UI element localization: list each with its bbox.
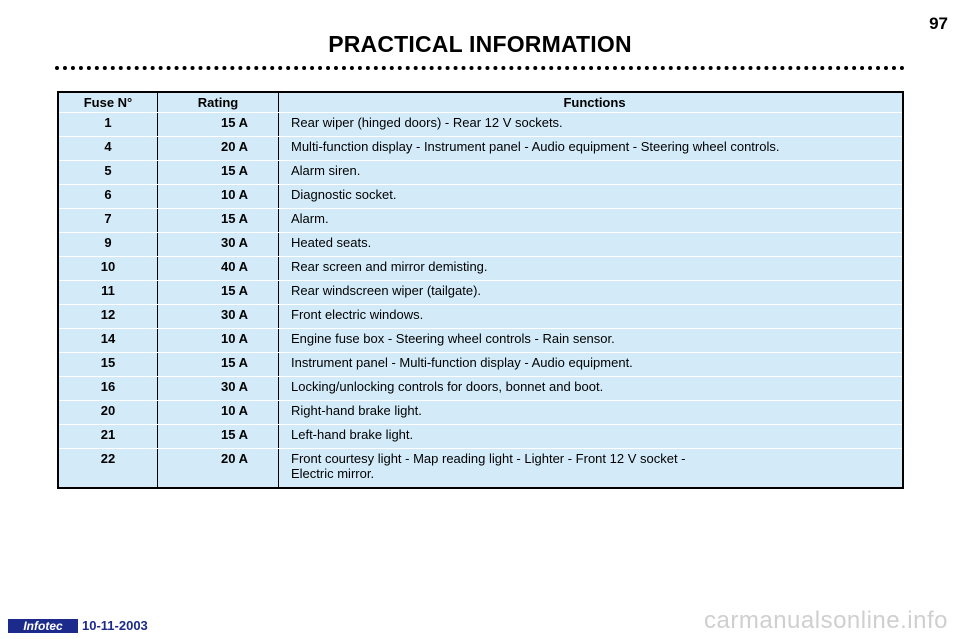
functions-cell-text: Rear windscreen wiper (tailgate).: [291, 283, 482, 298]
rating-cell: [158, 377, 279, 401]
table-row: [58, 425, 903, 449]
fuse-number-cell: [58, 449, 158, 489]
functions-cell: [279, 377, 904, 401]
functions-cell-text: Diagnostic socket.: [291, 187, 397, 202]
rating-cell: [158, 425, 279, 449]
functions-cell-text: Alarm.: [291, 211, 329, 226]
rating-cell-text: 15 A: [221, 355, 248, 370]
fuse-number-cell-text: 12: [100, 307, 116, 322]
header-fuse-number: Fuse N°: [58, 92, 158, 113]
rating-cell-text: 15 A: [221, 283, 248, 298]
rating-cell-text: 10 A: [221, 403, 248, 418]
fuse-number-cell-text: 15: [100, 355, 116, 370]
rating-cell: [158, 281, 279, 305]
functions-cell: [279, 425, 904, 449]
functions-cell: [279, 257, 904, 281]
table-row: [58, 137, 903, 161]
functions-cell: [279, 305, 904, 329]
rating-cell: [158, 209, 279, 233]
fuse-number-cell: [58, 185, 158, 209]
rating-cell: [158, 305, 279, 329]
rating-cell: [158, 353, 279, 377]
table-row: [58, 305, 903, 329]
table-row: [58, 353, 903, 377]
fuse-number-cell-text: 16: [100, 379, 116, 394]
rating-cell: [158, 401, 279, 425]
rating-cell-text: 15 A: [221, 115, 248, 130]
fuse-number-cell: [58, 113, 158, 137]
rating-cell: [158, 233, 279, 257]
header-functions: Functions: [279, 92, 904, 113]
header-rating: Rating: [158, 92, 279, 113]
table-row: [58, 161, 903, 185]
footer-date: 10-11-2003: [82, 618, 148, 633]
rating-cell: [158, 449, 279, 489]
functions-cell-text: Alarm siren.: [291, 163, 361, 178]
page-number: 97: [929, 14, 948, 33]
rating-cell-text: 15 A: [221, 163, 248, 178]
title-divider: [55, 66, 905, 70]
functions-cell-text: Front electric windows.: [291, 307, 424, 322]
table-row: [58, 449, 903, 489]
fuse-number-cell: [58, 329, 158, 353]
table-header-row: [58, 92, 903, 113]
fuse-number-cell-text: 11: [101, 283, 115, 298]
functions-cell-text: Heated seats.: [291, 235, 372, 250]
table-row: [58, 401, 903, 425]
functions-cell: [279, 161, 904, 185]
rating-cell-text: 10 A: [221, 187, 248, 202]
rating-cell: [158, 329, 279, 353]
table-row: [58, 257, 903, 281]
table-row: [58, 281, 903, 305]
rating-cell-text: 15 A: [221, 427, 248, 442]
rating-cell: [158, 113, 279, 137]
fuse-table: [57, 91, 904, 489]
rating-cell-text: 30 A: [221, 307, 248, 322]
fuse-number-cell: [58, 305, 158, 329]
functions-cell: [279, 209, 904, 233]
functions-cell-text: Rear screen and mirror demisting.: [291, 259, 488, 274]
fuse-number-cell: [58, 233, 158, 257]
table-row: [58, 233, 903, 257]
functions-cell: [279, 353, 904, 377]
functions-cell: [279, 113, 904, 137]
fuse-number-cell-text: 20: [100, 403, 116, 418]
fuse-number-cell: [58, 353, 158, 377]
functions-cell: [279, 281, 904, 305]
functions-cell-text: Front courtesy light - Map reading light - Lighter - Front 12 V socket -: [291, 451, 686, 466]
fuse-number-cell: [58, 209, 158, 233]
functions-cell-text: Instrument panel - Multi-function display - Audio equipment.: [291, 355, 633, 370]
rating-cell-text: 30 A: [221, 235, 248, 250]
rating-cell: [158, 161, 279, 185]
rating-cell: [158, 137, 279, 161]
fuse-number-cell-text: 5: [104, 163, 112, 178]
functions-cell-text: Right-hand brake light.: [291, 403, 422, 418]
rating-cell-text: 20 A: [221, 139, 248, 154]
table-row: [58, 209, 903, 233]
rating-cell-text: 20 A: [221, 451, 248, 466]
rating-cell-text: 10 A: [221, 331, 248, 346]
fuse-number-cell-text: 6: [104, 187, 112, 202]
functions-cell: [279, 449, 904, 489]
functions-cell-text: Locking/unlocking controls for doors, bonnet and boot.: [291, 379, 604, 394]
rating-cell-text: 40 A: [221, 259, 248, 274]
functions-cell: [279, 185, 904, 209]
functions-cell: [279, 329, 904, 353]
fuse-number-cell-text: 1: [104, 115, 112, 130]
functions-cell-text: Left-hand brake light.: [291, 427, 414, 442]
functions-cell-text: Rear wiper (hinged doors) - Rear 12 V sockets.: [291, 115, 563, 130]
fuse-number-cell: [58, 425, 158, 449]
fuse-number-cell-text: 10: [100, 259, 116, 274]
table-row: [58, 185, 903, 209]
fuse-number-cell: [58, 377, 158, 401]
functions-cell: [279, 233, 904, 257]
fuse-number-cell-text: 4: [104, 139, 112, 154]
functions-cell-text: Engine fuse box - Steering wheel controls - Rain sensor.: [291, 331, 615, 346]
watermark: carmanualsonline.info: [704, 607, 948, 634]
fuse-number-cell-text: 14: [100, 331, 116, 346]
fuse-number-cell-text: 9: [104, 235, 112, 250]
table-row: [58, 377, 903, 401]
rating-cell: [158, 257, 279, 281]
table-row: [58, 113, 903, 137]
functions-cell-text-line2: Electric mirror.: [291, 466, 375, 481]
rating-cell: [158, 185, 279, 209]
infotec-logo: Infotec: [8, 619, 78, 633]
fuse-number-cell: [58, 137, 158, 161]
rating-cell-text: 30 A: [221, 379, 248, 394]
fuse-number-cell: [58, 161, 158, 185]
fuse-number-cell-text: 21: [100, 427, 116, 442]
rating-cell-text: 15 A: [221, 211, 248, 226]
functions-cell: [279, 137, 904, 161]
table-row: [58, 329, 903, 353]
fuse-number-cell: [58, 281, 158, 305]
page-title: PRACTICAL INFORMATION: [328, 31, 632, 57]
fuse-number-cell: [58, 257, 158, 281]
functions-cell: [279, 401, 904, 425]
functions-cell-text: Multi-function display - Instrument panel - Audio equipment - Steering wheel controls.: [291, 139, 780, 154]
fuse-number-cell: [58, 401, 158, 425]
fuse-table-body: [58, 113, 903, 489]
fuse-number-cell-text: 7: [104, 211, 112, 226]
fuse-number-cell-text: 22: [100, 451, 116, 466]
